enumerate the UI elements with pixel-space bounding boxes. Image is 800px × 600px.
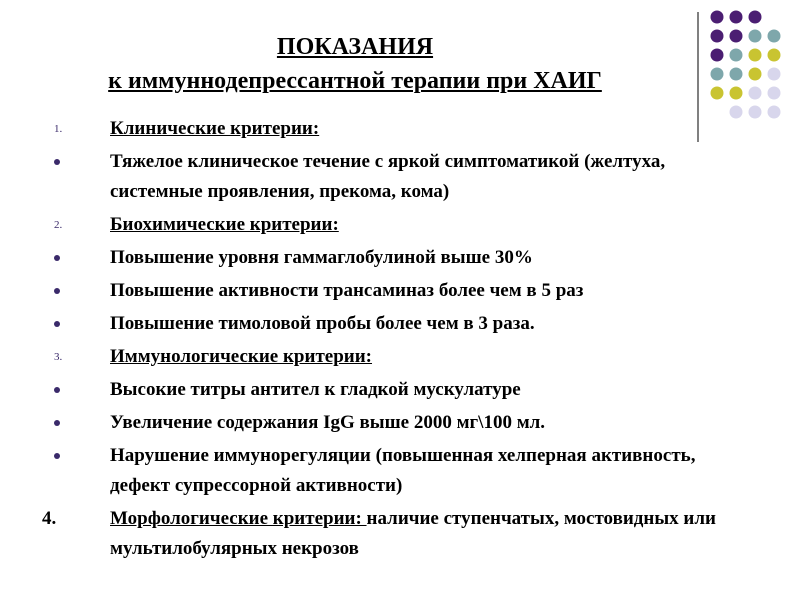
title-line-2: к иммуннодепрессантной терапии при ХАИГ — [108, 68, 602, 94]
decorative-dot — [730, 30, 743, 43]
bullet-icon — [54, 255, 60, 261]
bullet-icon — [54, 159, 60, 165]
decorative-dot — [768, 87, 781, 100]
list-item-numbered — [42, 504, 748, 564]
section-heading-immunological: Иммунологические критерии: — [110, 346, 373, 367]
section-heading-biochemical: Биохимические критерии: — [110, 214, 339, 235]
list-item-numbered — [48, 342, 748, 372]
decorative-dot — [711, 11, 724, 24]
list-item-numbered — [48, 114, 748, 144]
list-item-text: Повышение активности трансаминаз более чем в 5 раз — [110, 280, 584, 301]
list-item — [48, 147, 748, 207]
list-item-text: Повышение уровня гаммаглобулиной выше 30% — [110, 247, 533, 268]
list-item — [48, 243, 748, 273]
section-heading-morphological: Морфологические критерии: — [110, 508, 367, 529]
decorative-dot — [768, 106, 781, 119]
list-item — [48, 441, 748, 501]
decorative-dot — [749, 30, 762, 43]
list-item-numbered — [48, 210, 748, 240]
decorative-dot — [711, 30, 724, 43]
decorative-dot — [711, 68, 724, 81]
slide-title — [20, 30, 690, 98]
title-line-1: ПОКАЗАНИЯ — [276, 34, 434, 60]
bullet-icon — [54, 321, 60, 327]
list-item-text: Повышение тимоловой пробы более чем в 3 раза. — [110, 313, 535, 334]
decorative-dot — [768, 68, 781, 81]
list-number: 3. — [54, 351, 63, 363]
decorative-dot — [711, 49, 724, 62]
bullet-icon — [54, 288, 60, 294]
list-item — [48, 408, 748, 438]
decorative-dot — [711, 87, 724, 100]
list-item-text: Увеличение содержания IgG выше 2000 мг\100 мл. — [110, 412, 546, 433]
list-number: 2. — [54, 219, 63, 231]
decorative-dot-grid — [709, 10, 799, 130]
list-item-text: Высокие титры антител к гладкой мускулатуре — [110, 379, 521, 400]
section-heading-clinical: Клинические критерии: — [110, 118, 320, 139]
decorative-dot — [768, 49, 781, 62]
decorative-dot — [730, 68, 743, 81]
decorative-dot — [749, 49, 762, 62]
bullet-icon — [54, 387, 60, 393]
decorative-dot — [730, 11, 743, 24]
list-item — [48, 309, 748, 339]
list-item — [48, 375, 748, 405]
decorative-dot — [749, 87, 762, 100]
decorative-dot — [749, 11, 762, 24]
decorative-dot — [730, 87, 743, 100]
list-item-text: Тяжелое клиническое течение с яркой симптоматикой (желтуха, системные проявления, прекома, кома) — [110, 151, 666, 202]
bullet-icon — [54, 420, 60, 426]
list-number: 1. — [54, 123, 63, 135]
bullet-icon — [54, 453, 60, 459]
decorative-dot — [730, 49, 743, 62]
criteria-list — [42, 114, 748, 567]
list-number: 4. — [42, 508, 57, 529]
decorative-dot — [749, 68, 762, 81]
list-item — [48, 276, 748, 306]
decorative-dot — [768, 30, 781, 43]
list-item-text: Нарушение иммунорегуляции (повышенная хелперная активность, дефект супрессорной активности) — [110, 445, 696, 496]
decorative-dot — [749, 106, 762, 119]
list-item-text: наличие ступенчатых, мостовидных или мультилобулярных некрозов — [110, 508, 716, 559]
